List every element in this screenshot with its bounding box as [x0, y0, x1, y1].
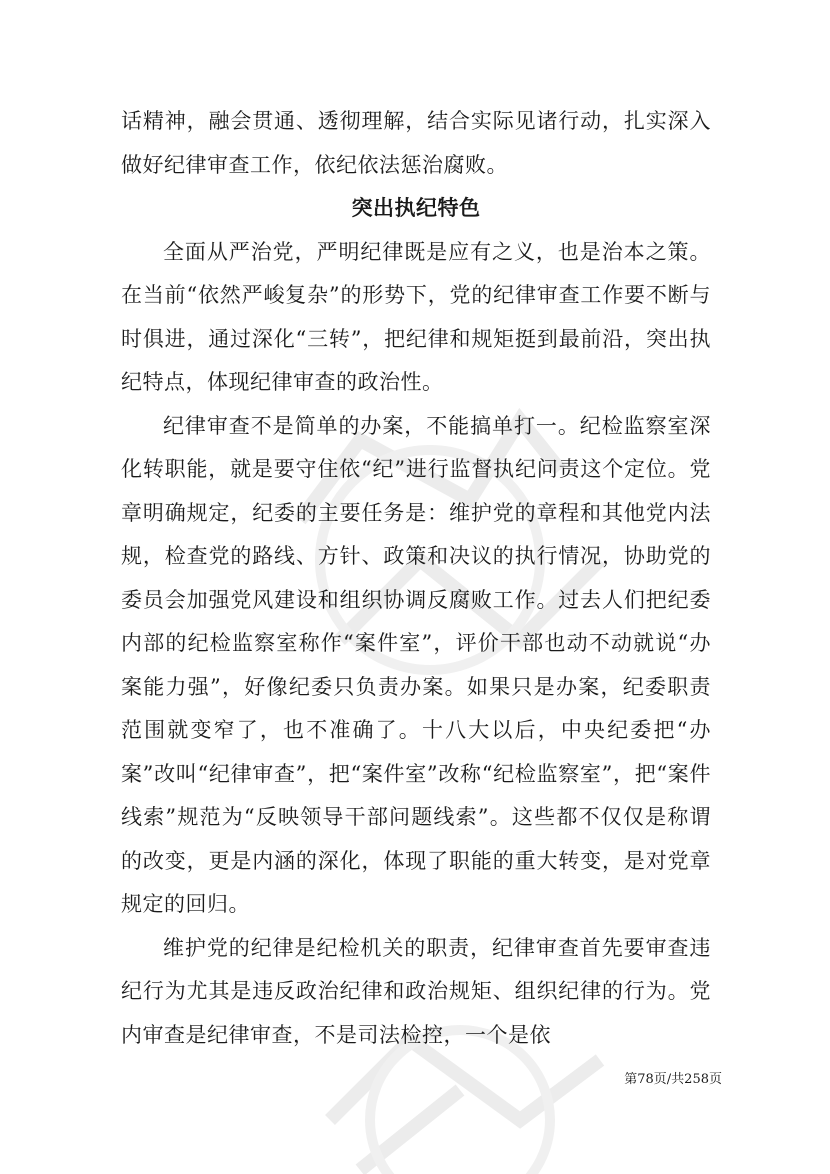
page-number: 第78页/共258页: [624, 1072, 722, 1087]
section-heading: 突出执纪特色: [351, 196, 481, 220]
paragraph-body: 维护党的纪律是纪检机关的职责，纪律审查首先要审查违纪行为尤其是违反政治纪律和政治规矩、组织纪律的行为。党内审查是纪律审查，不是司法检控，一个是依: [121, 935, 711, 1047]
paragraph-body: 纪律审查不是简单的办案，不能搞单打一。纪检监察室深化转职能，就是要守住依“纪”进行监督执纪问责这个定位。党章明确规定，纪委的主要任务是：维护党的章程和其他党内法规，检查党的路线、方针、政策和决议的执行情况，协助党的委员会加强党风建设和组织协调反腐败工作。过去人们把纪委内部的纪检监察室称作“案件室”，评价干部也动不动就说“办案能力强”，好像纪委只负责办案。如果只是办案，纪委职责范围就变窄了，也不准确了。十八大以后，中央纪委把“办案”改叫“纪律审查”，把“案件室”改称“纪检监察室”，把“案件线索”规范为“反映领导干部问题线索”。这些都不仅仅是称谓的改变，更是内涵的深化，体现了职能的重大转变，是对党章规定的回归。: [121, 413, 711, 916]
paragraph-continuation: 话精神，融会贯通、透彻理解，结合实际见诸行动，扎实深入做好纪律审查工作，依纪依法惩治腐败。: [121, 109, 711, 177]
document-page: [121, 100, 711, 1057]
paragraph-body: 全面从严治党，严明纪律既是应有之义，也是治本之策。在当前“依然严峻复杂”的形势下，党的纪律审查工作要不断与时俱进，通过深化“三转”，把纪律和规矩挺到最前沿，突出执纪特点，体现纪律审查的政治性。: [121, 239, 711, 394]
